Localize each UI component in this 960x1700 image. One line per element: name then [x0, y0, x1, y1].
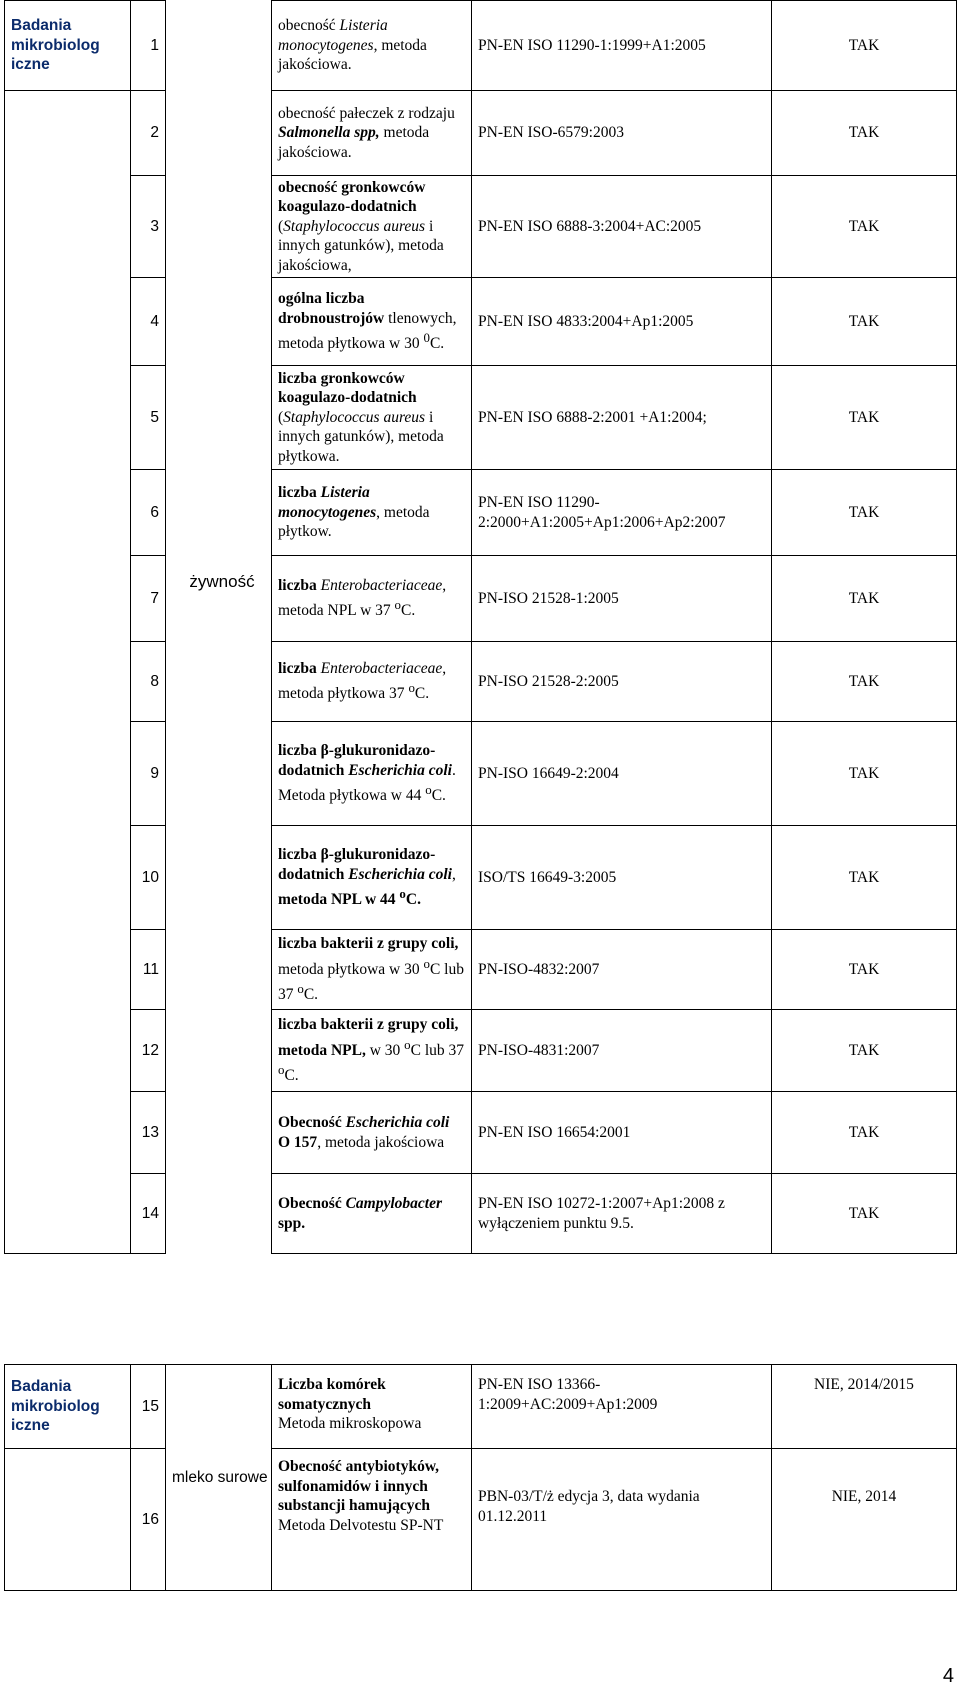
row-method: PN-ISO 21528-1:2005: [472, 556, 772, 642]
table-row: [5, 176, 957, 278]
table-row: [5, 366, 957, 470]
row-status: TAK: [772, 722, 957, 826]
row-description: Obecność antybiotyków, sulfonamidów i innych substancji hamujących Metoda Delvotestu SP-NT: [272, 1449, 472, 1591]
row-status: TAK: [772, 278, 957, 366]
table-row: [5, 91, 957, 176]
row-number: 9: [131, 722, 166, 826]
row-method: PN-EN ISO 6888-3:2004+AC:2005: [472, 176, 772, 278]
row-method: PN-EN ISO 4833:2004+Ap1:2005: [472, 278, 772, 366]
category-col-rest: [5, 91, 131, 1254]
row-number: 5: [131, 366, 166, 470]
table-row: [5, 1, 957, 91]
row-status: NIE, 2014/2015: [772, 1365, 957, 1449]
row-status: TAK: [772, 1174, 957, 1254]
row-status: TAK: [772, 930, 957, 1010]
row-status: TAK: [772, 642, 957, 722]
row-method: PN-EN ISO 11290-1:1999+A1:2005: [472, 1, 772, 91]
table-row: [5, 1174, 957, 1254]
table-row: [5, 826, 957, 930]
row-description: obecność Listeria monocytogenes, metoda jakościowa.: [272, 1, 472, 91]
table-row: [5, 556, 957, 642]
table-row: [5, 1449, 957, 1591]
row-number: 15: [131, 1365, 166, 1449]
row-number: 3: [131, 176, 166, 278]
table-milk-microbiology: [4, 1364, 957, 1591]
row-number: 14: [131, 1174, 166, 1254]
row-status: TAK: [772, 826, 957, 930]
row-description: liczba β-glukuronidazo-dodatnich Escherichia coli, metoda NPL w 44 $^o$C.: [272, 826, 472, 930]
table-row: [5, 1010, 957, 1092]
category-cell: Badania mikrobiolog iczne: [5, 1365, 131, 1449]
row-number: 13: [131, 1092, 166, 1174]
table-row: [5, 930, 957, 1010]
table-row: [5, 278, 957, 366]
table-food-microbiology: [4, 0, 957, 1254]
category-cell: Badania mikrobiolog iczne: [5, 1, 131, 91]
row-number: 16: [131, 1449, 166, 1591]
row-number: 10: [131, 826, 166, 930]
row-method: PN-EN ISO 13366-1:2009+AC:2009+Ap1:2009: [472, 1365, 772, 1449]
row-status: TAK: [772, 1010, 957, 1092]
row-status: TAK: [772, 556, 957, 642]
row-description: liczba Enterobacteriaceae, metoda płytkowa 37 $^o$C.: [272, 642, 472, 722]
row-number: 12: [131, 1010, 166, 1092]
row-status: NIE, 2014: [772, 1449, 957, 1591]
row-description: liczba Listeria monocytogenes, metoda płytkow.: [272, 470, 472, 556]
row-method: PN-EN ISO 6888-2:2001 +A1:2004;: [472, 366, 772, 470]
object-label-food: żywność: [189, 572, 255, 591]
table-row: [5, 470, 957, 556]
row-number: 8: [131, 642, 166, 722]
row-description: obecność gronkowców koagulazo-dodatnich (Staphylococcus aureus i innych gatunków), metoda jakościowa,: [272, 176, 472, 278]
row-method: PN-ISO 21528-2:2005: [472, 642, 772, 722]
row-description: liczba gronkowców koagulazo-dodatnich (Staphylococcus aureus i innych gatunków), metoda płytkowa.: [272, 366, 472, 470]
row-number: 6: [131, 470, 166, 556]
table-row: [5, 1365, 957, 1449]
row-description: Obecność Campylobacter spp.: [272, 1174, 472, 1254]
row-number: 1: [131, 1, 166, 91]
row-method: PN-ISO-4832:2007: [472, 930, 772, 1010]
object-col-top: [166, 1, 272, 1254]
row-method: PN-EN ISO 10272-1:2007+Ap1:2008 z wyłączeniem punktu 9.5.: [472, 1174, 772, 1254]
row-status: TAK: [772, 91, 957, 176]
row-method: PN-ISO 16649-2:2004: [472, 722, 772, 826]
row-status: TAK: [772, 470, 957, 556]
row-description: ogólna liczba drobnoustrojów tlenowych, metoda płytkowa w 30 $^0$C.: [272, 278, 472, 366]
row-status: TAK: [772, 176, 957, 278]
row-description: Liczba komórek somatycznych Metoda mikroskopowa: [272, 1365, 472, 1449]
row-method: PN-EN ISO-6579:2003: [472, 91, 772, 176]
table-row: [5, 642, 957, 722]
category-col-rest: [5, 1449, 131, 1591]
row-number: 11: [131, 930, 166, 1010]
row-description: obecność pałeczek z rodzaju Salmonella spp, metoda jakościowa.: [272, 91, 472, 176]
row-description: liczba Enterobacteriaceae, metoda NPL w 37 $^o$C.: [272, 556, 472, 642]
table-row: [5, 722, 957, 826]
object-cell: mleko surowe: [166, 1365, 272, 1591]
row-method: PN-ISO-4831:2007: [472, 1010, 772, 1092]
row-status: TAK: [772, 1092, 957, 1174]
table-row: [5, 1092, 957, 1174]
row-number: 4: [131, 278, 166, 366]
row-number: 2: [131, 91, 166, 176]
row-status: TAK: [772, 1, 957, 91]
row-description: Obecność Escherichia coli O 157, metoda jakościowa: [272, 1092, 472, 1174]
row-method: ISO/TS 16649-3:2005: [472, 826, 772, 930]
row-number: 7: [131, 556, 166, 642]
page-number: 4: [942, 1665, 954, 1687]
row-description: liczba β-glukuronidazo-dodatnich Escherichia coli. Metoda płytkowa w 44 $^o$C.: [272, 722, 472, 826]
row-method: PN-EN ISO 16654:2001: [472, 1092, 772, 1174]
row-status: TAK: [772, 366, 957, 470]
row-description: liczba bakterii z grupy coli, metoda płytkowa w 30 $^o$C lub 37 $^o$C.: [272, 930, 472, 1010]
row-method: PBN-03/T/ż edycja 3, data wydania 01.12.2011: [472, 1449, 772, 1591]
row-description: liczba bakterii z grupy coli, metoda NPL, w 30 $^o$C lub 37 $^o$C.: [272, 1010, 472, 1092]
row-method: PN-EN ISO 11290-2:2000+A1:2005+Ap1:2006+Ap2:2007: [472, 470, 772, 556]
